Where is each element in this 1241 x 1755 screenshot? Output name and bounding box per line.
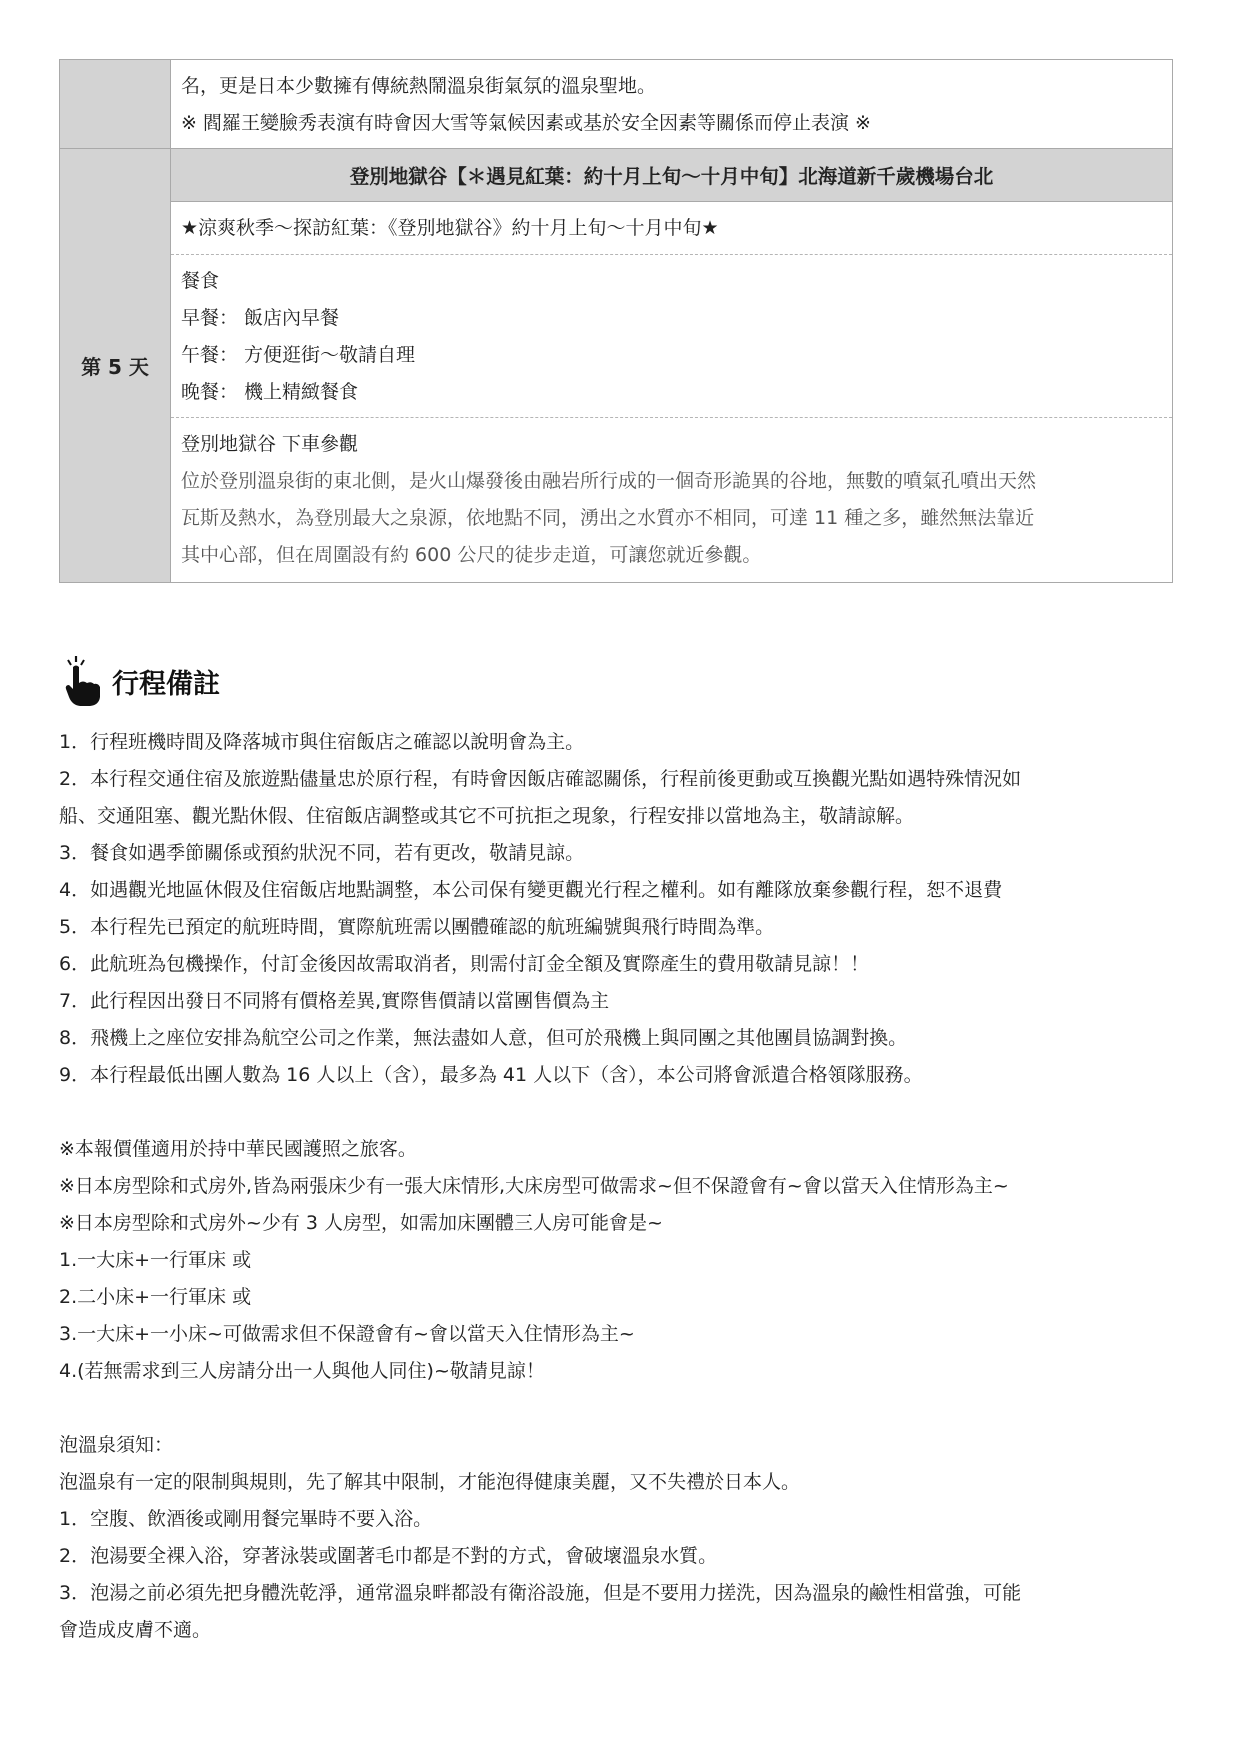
room-note: ※日本房型除和式房外~少有 3 人房型，如需加床團體三人房可能會是~ xyxy=(59,1212,663,1234)
spacer xyxy=(59,1094,1179,1131)
spot-desc-line: 瓦斯及熱水，為登別最大之泉源，依地點不同，湧出之水質亦不相同，可達 11 種之多，雖然無法靠近 xyxy=(181,507,1035,529)
itinerary-table xyxy=(59,59,1173,583)
onsen-note: 泡溫泉有一定的限制與規則，先了解其中限制，才能泡得健康美麗，又不失禮於日本人。 xyxy=(59,1471,801,1493)
room-note: 4.(若無需求到三人房請分出一人與他人同住)~敬請見諒！ xyxy=(59,1360,545,1382)
highlight-block xyxy=(171,202,1172,254)
meal-breakfast: 早餐： 飯店內早餐 xyxy=(181,307,340,329)
spot-desc-line: 位於登別溫泉街的東北側，是火山爆發後由融岩所行成的一個奇形詭異的谷地，無數的噴氣孔噴出天然 xyxy=(181,470,1037,492)
note-item: 7．此行程因出發日不同將有價格差異,實際售價請以當團售價為主 xyxy=(59,990,610,1012)
room-note: 2.二小床+一行軍床 或 xyxy=(59,1286,252,1308)
spot-desc-line: 其中心部，但在周圍設有約 600 公尺的徒步走道，可讓您就近參觀。 xyxy=(181,544,762,566)
onsen-note: 2．泡湯要全裸入浴，穿著泳裝或圍著毛巾都是不對的方式，會破壞溫泉水質。 xyxy=(59,1545,718,1567)
meal-dinner: 晚餐： 機上精緻餐食 xyxy=(181,381,359,403)
note-item: 8．飛機上之座位安排為航空公司之作業，無法盡如人意，但可於飛機上與同團之其他團員協調對換。 xyxy=(59,1027,908,1049)
itinerary-row-continued xyxy=(60,60,1172,149)
itinerary-row-day5 xyxy=(60,149,1172,582)
note-item: 5．本行程先已預定的航班時間，實際航班需以團體確認的航班編號與飛行時間為準。 xyxy=(59,916,775,938)
highlight-text: ★涼爽秋季～探訪紅葉：《登別地獄谷》約十月上旬～十月中旬★ xyxy=(181,217,719,239)
day-label: 第 5 天 xyxy=(60,149,171,582)
spot-title: 登別地獄谷 下車參觀 xyxy=(181,433,359,455)
room-note: 1.一大床+一行軍床 或 xyxy=(59,1249,252,1271)
meals-block xyxy=(171,255,1172,417)
room-note: ※日本房型除和式房外,皆為兩張床少有一張大床情形,大床房型可做需求~但不保證會有~會以當天入住情形為主~ xyxy=(59,1175,1009,1197)
day-cell-empty xyxy=(60,60,171,148)
continued-line: 名，更是日本少數擁有傳統熱鬧溫泉街氣氛的溫泉聖地。 xyxy=(181,75,657,97)
pointing-hand-icon xyxy=(62,653,106,709)
note-item: 船、交通阻塞、觀光點休假、住宿飯店調整或其它不可抗拒之現象，行程安排以當地為主，敬請諒解。 xyxy=(59,805,915,827)
note-item: 9．本行程最低出團人數為 16 人以上（含），最多為 41 人以下（含），本公司將會派遣合格領隊服務。 xyxy=(59,1064,923,1086)
row-content xyxy=(171,60,1172,148)
notes-heading xyxy=(62,652,220,710)
notes-title: 行程備註 xyxy=(112,668,220,700)
notes-body xyxy=(59,724,1179,1649)
day5-header: 登別地獄谷【＊遇見紅葉：約十月上旬～十月中旬】北海道新千歲機場台北 xyxy=(171,149,1172,202)
note-item: 1．行程班機時間及降落城市與住宿飯店之確認以說明會為主。 xyxy=(59,731,585,753)
spacer xyxy=(59,1390,1179,1427)
meals-title: 餐食 xyxy=(181,270,220,292)
note-item: 3．餐食如遇季節關係或預約狀況不同，若有更改，敬請見諒。 xyxy=(59,842,585,864)
onsen-note: 會造成皮膚不適。 xyxy=(59,1619,212,1641)
spot-block xyxy=(171,418,1172,582)
room-note: ※本報價僅適用於持中華民國護照之旅客。 xyxy=(59,1138,417,1160)
onsen-note: 泡溫泉須知： xyxy=(59,1434,174,1456)
onsen-note: 3．泡湯之前必須先把身體洗乾淨，通常溫泉畔都設有衛浴設施，但是不要用力搓洗，因為溫泉的鹼性相當強，可能 xyxy=(59,1582,1022,1604)
day5-content xyxy=(171,149,1172,582)
meal-lunch: 午餐： 方便逛街～敬請自理 xyxy=(181,344,416,366)
room-note: 3.一大床+一小床~可做需求但不保證會有~會以當天入住情形為主~ xyxy=(59,1323,635,1345)
performance-note: ※ 閻羅王變臉秀表演有時會因大雪等氣候因素或基於安全因素等關係而停止表演 ※ xyxy=(181,112,871,134)
note-item: 6．此航班為包機操作，付訂金後因故需取消者，則需付訂金全額及實際產生的費用敬請見諒！！ xyxy=(59,953,870,975)
onsen-note: 1．空腹、飲酒後或剛用餐完畢時不要入浴。 xyxy=(59,1508,433,1530)
note-item: 4．如遇觀光地區休假及住宿飯店地點調整，本公司保有變更觀光行程之權利。如有離隊放棄參觀行程，恕不退費 xyxy=(59,879,1003,901)
note-item: 2．本行程交通住宿及旅遊點儘量忠於原行程，有時會因飯店確認關係，行程前後更動或互換觀光點如遇特殊情況如 xyxy=(59,768,1022,790)
